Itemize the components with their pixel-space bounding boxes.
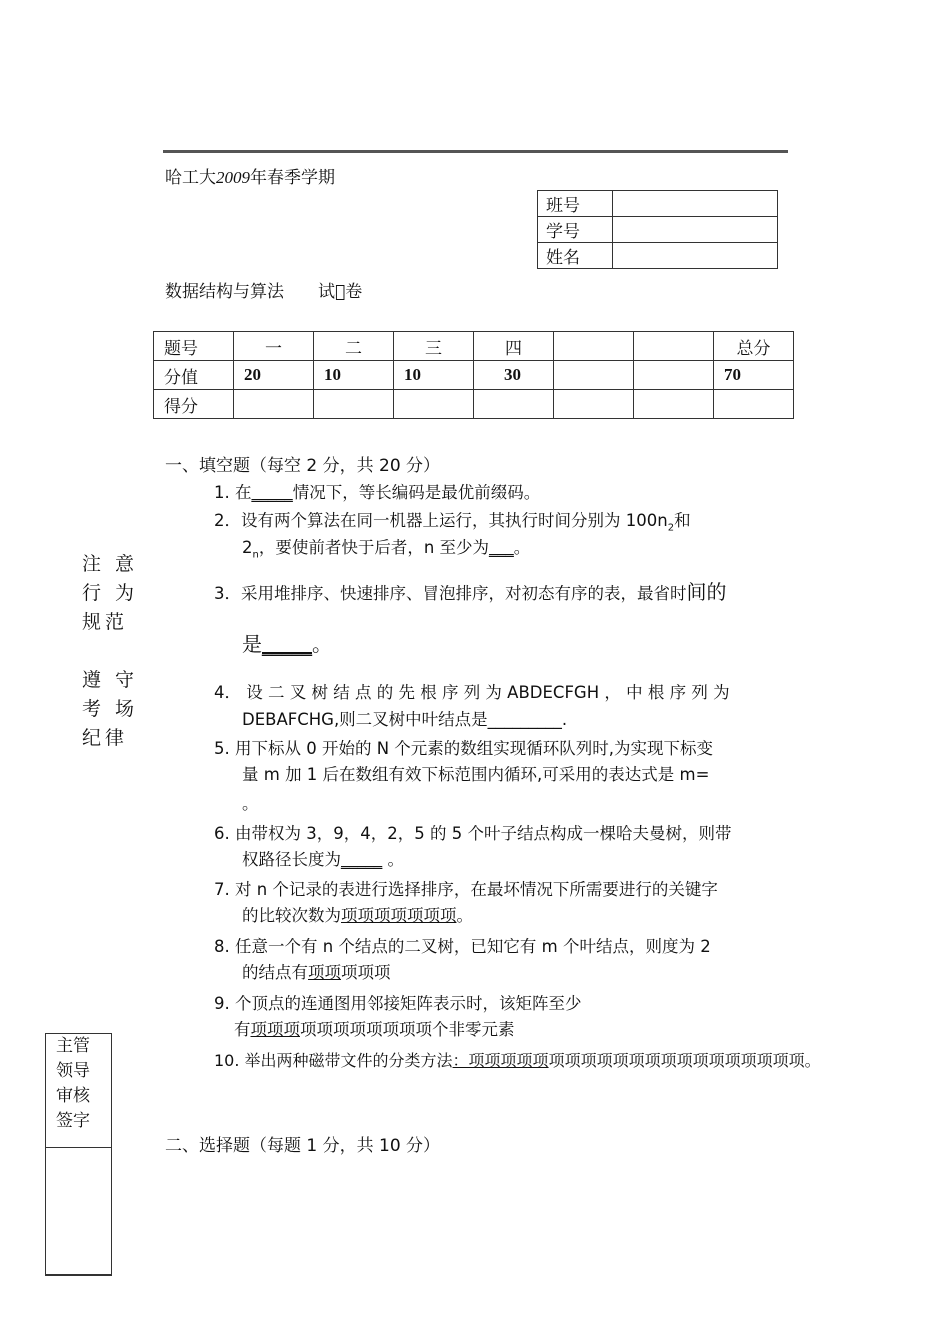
question-3 (214, 579, 727, 607)
name-label: 姓名 (538, 243, 613, 269)
question-1 (214, 479, 540, 506)
q1-text: 1. 在 (214, 483, 252, 502)
question-9: 9. 个顶点的连通图用邻接矩阵表示时，该矩阵至少 (214, 994, 582, 1013)
score-value-cell: 10 (394, 361, 474, 390)
side-notice-line: 遵 守 (82, 669, 139, 691)
top-rule (163, 150, 788, 153)
q9-blank: 项项项 (250, 1020, 300, 1039)
score-obtained-cell[interactable] (314, 390, 394, 419)
name-field[interactable] (613, 243, 778, 269)
exam-term-title (165, 163, 335, 188)
score-obtained-cell[interactable] (474, 390, 554, 419)
approval-box (45, 1033, 112, 1276)
score-value-row (154, 361, 794, 390)
score-obtained-cell[interactable] (234, 390, 314, 419)
q2-text: ，要使前者快于后者，n 至少为 (258, 538, 490, 557)
q6-text: 。 (382, 850, 404, 869)
score-table (153, 331, 794, 419)
score-value-cell: 20 (234, 361, 314, 390)
q7-text: 。 (456, 906, 473, 925)
score-header-cell: 四 (474, 332, 554, 361)
question-6-cont (242, 846, 404, 873)
student-info-table (537, 190, 778, 269)
question-2-cont (242, 534, 530, 568)
student-id-label: 学号 (538, 217, 613, 243)
side-notice-line: 注 意 (82, 553, 139, 575)
score-header-cell: 总分 (714, 332, 794, 361)
score-header-cell (554, 332, 634, 361)
q10-text: 10. 举出两种磁带文件的分类方法 (214, 1051, 453, 1070)
question-5-end: 。 (242, 794, 259, 813)
score-header-cell: 一 (234, 332, 314, 361)
side-notice (82, 550, 138, 753)
score-header-cell: 题号 (154, 332, 234, 361)
score-value-cell: 分值 (154, 361, 234, 390)
section1-title: 一、填空题（每空 2 分，共 20 分） (165, 456, 441, 476)
question-6: 6. 由带权为 3，9，4，2，5 的 5 个叶子结点构成一棵哈夫曼树，则带 (214, 824, 732, 843)
q8-blank: 项项 (308, 963, 341, 982)
score-header-cell: 二 (314, 332, 394, 361)
side-notice-line: 纪律 (82, 727, 129, 749)
course-title (165, 277, 362, 302)
score-obtained-cell[interactable] (634, 390, 714, 419)
score-value-cell: 10 (314, 361, 394, 390)
q3-text: 间的 (686, 580, 727, 604)
table-row (538, 217, 778, 243)
score-value-cell: 70 (714, 361, 794, 390)
q9-text: 有 (234, 1020, 251, 1039)
question-8: 8. 任意一个有 n 个结点的二叉树，已知它有 m 个叶结点，则度为 2 (214, 937, 711, 956)
score-obtained-cell[interactable] (554, 390, 634, 419)
q2-text: 2．设有两个算法在同一机器上运行，其执行时间分别为 100n (214, 511, 668, 530)
q10-text: 项项项项项项项项项项项项项项项项。 (548, 1051, 821, 1070)
side-notice-line: 规范 (82, 611, 129, 633)
table-row (538, 191, 778, 217)
q1-blank: _____ (251, 483, 293, 502)
exam-year: 2009 (216, 168, 250, 187)
approval-title-line: 领导 (56, 1061, 90, 1081)
q8-text: 项项项 (341, 963, 391, 982)
paper-label: 试 卷 (318, 282, 363, 302)
approval-title-line: 主管 (56, 1036, 90, 1056)
approval-title-line: 签字 (56, 1111, 90, 1131)
q9-text: 项项项项项项项项个非零元素 (300, 1020, 515, 1039)
question-4: 4． 设 二 叉 树 结 点 的 先 根 序 列 为 ABDECFGH ， 中 根 序 列 为 (214, 683, 730, 702)
course-name: 数据结构与算法 (165, 282, 284, 302)
q8-text: 的结点有 (242, 963, 308, 982)
question-8-cont (242, 959, 391, 986)
q2-blank: ___ (489, 538, 514, 557)
q1-text: 情况下，等长编码是最优前缀码。 (292, 483, 541, 502)
score-obtained-cell[interactable] (394, 390, 474, 419)
score-header-row (154, 332, 794, 361)
question-7: 7. 对 n 个记录的表进行选择排序，在最坏情况下所需要进行的关键字 (214, 880, 718, 899)
score-header-cell: 三 (394, 332, 474, 361)
q6-blank: _____ (341, 850, 383, 869)
q2-exponent: 2 (667, 522, 675, 534)
q10-blank: ：项项项项项 (452, 1051, 549, 1070)
question-4-cont: DEBAFCHG,则二叉树中叶结点是_________. (242, 710, 568, 729)
score-value-cell (554, 361, 634, 390)
class-number-field[interactable] (613, 191, 778, 217)
question-10 (214, 1047, 821, 1074)
q3-text: 是 (242, 632, 262, 656)
student-id-field[interactable] (613, 217, 778, 243)
approval-box-title (56, 1034, 90, 1134)
side-notice-line: 行 为 (82, 582, 139, 604)
score-obtained-cell[interactable] (714, 390, 794, 419)
term-label: 年春季学期 (250, 168, 335, 188)
q2-text: 。 (513, 538, 531, 557)
approval-box-divider (46, 1147, 111, 1148)
score-obtained-cell: 得分 (154, 390, 234, 419)
q7-blank: 项项项项项项项 (341, 906, 457, 925)
section2-title: 二、选择题（每题 1 分，共 10 分） (165, 1136, 441, 1156)
score-value-cell (634, 361, 714, 390)
school-name: 哈工大 (165, 168, 216, 188)
q7-text: 的比较次数为 (242, 906, 341, 925)
score-obtained-row (154, 390, 794, 419)
table-row (538, 243, 778, 269)
score-value-cell: 30 (474, 361, 554, 390)
class-number-label: 班号 (538, 191, 613, 217)
q2-text: 2 (242, 538, 253, 557)
q2-text: 和 (674, 511, 691, 530)
question-5-cont: 量 m 加 1 后在数组有效下标范围内循环,可采用的表达式是 m= (242, 765, 710, 784)
side-notice-gap (82, 637, 138, 666)
approval-title-line: 审核 (56, 1086, 90, 1106)
q6-text: 权路径长度为 (242, 850, 341, 869)
question-3-cont (242, 631, 332, 658)
question-7-cont (242, 902, 473, 929)
q3-blank: _____ (262, 632, 312, 656)
q3-text: 。 (312, 632, 332, 656)
q3-text: 3．采用堆排序、快速排序、冒泡排序，对初态有序的表，最省时 (214, 584, 687, 603)
score-header-cell (634, 332, 714, 361)
question-9-cont (234, 1016, 515, 1043)
q2-exponent: n (252, 549, 259, 561)
side-notice-line: 考 场 (82, 698, 139, 720)
question-5: 5. 用下标从 0 开始的 N 个元素的数组实现循环队列时,为实现下标变 (214, 739, 714, 758)
